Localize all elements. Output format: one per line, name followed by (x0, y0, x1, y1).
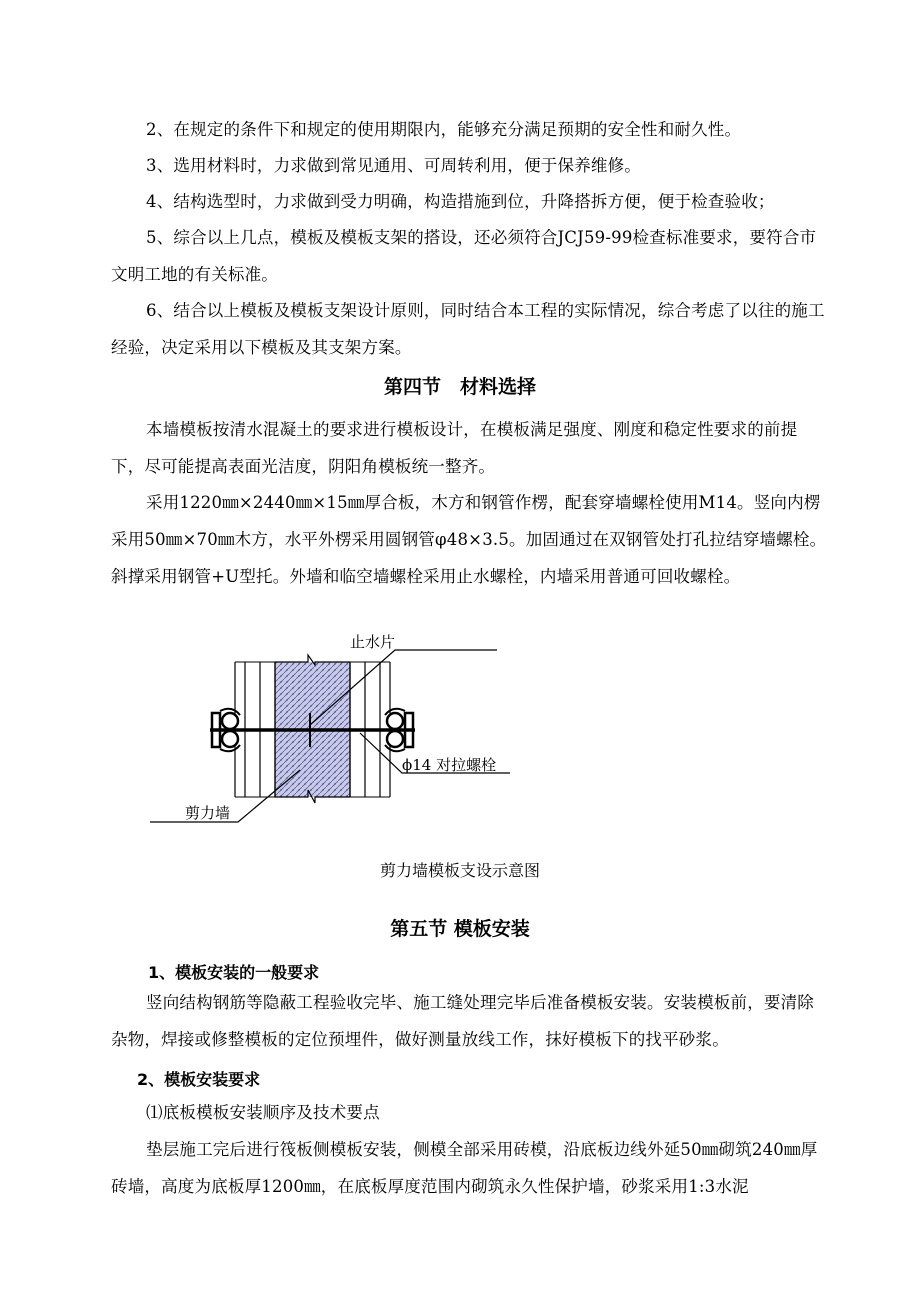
shear-wall-formwork-diagram (140, 625, 520, 830)
subheading-1-paragraph: 竖向结构钢筋等隐蔽工程验收完毕、施工缝处理完毕后准备模板安装。安装模板前，要清除杂物，焊接或修整模板的定位预埋件，做好测量放线工作，抹好模板下的找平砂浆。 (111, 993, 814, 1049)
paragraph-item-6: 6、结合以上模板及模板支架设计原则，同时结合本工程的实际情况，综合考虑了以往的施工经验，决定采用以下模板及其支架方案。 (111, 301, 825, 357)
paragraph-item-4: 4、结构选型时，力求做到受力明确，构造措施到位，升降搭拆方便，便于检查验收； (146, 192, 775, 211)
section-4-title: 第四节 材料选择 (383, 376, 536, 398)
section-4-paragraph-2: 采用1220㎜×2440㎜×15㎜厚合板，木方和钢管作楞，配套穿墙螺栓使用M14。竖向内楞采用50㎜×70㎜木方，水平外楞采用圆钢管φ48×3.5。加固通过在双钢管处打孔拉结穿墙螺栓。斜撑采用钢管+U型托。外墙和临空墙螺栓采用止水螺栓，内墙采用普通可回收螺栓。 (111, 493, 827, 586)
label-waterstop: 止水片 (350, 633, 396, 651)
paragraph-item-5: 5、综合以上几点，模板及模板支架的搭设，还必须符合JCJ59-99检查标准要求，要符合市文明工地的有关标准。 (111, 228, 817, 284)
subheading-2: 2、模板安装要求 (137, 1070, 261, 1089)
diagram-caption: 剪力墙模板支设示意图 (379, 861, 540, 880)
label-bolt: ϕ14 对拉螺栓 (402, 756, 497, 774)
section-4-paragraph-1: 本墙模板按清水混凝土的要求进行模板设计，在模板满足强度、刚度和稳定性要求的前提下，尽可能提高表面光洁度，阴阳角模板统一整齐。 (111, 420, 798, 476)
item-1-heading: ⑴底板模板安装顺序及技术要点 (146, 1103, 380, 1122)
label-shearwall: 剪力墙 (185, 804, 231, 822)
subheading-1: 1、模板安装的一般要求 (148, 963, 320, 982)
item-1-paragraph: 垫层施工完后进行筏板侧模板安装，侧模全部采用砖模，沿底板边线外延50㎜砌筑240㎜厚砖墙，高度为底板厚1200㎜，在底板厚度范围内砌筑永久性保护墙，砂浆采用1:3水泥 (111, 1140, 818, 1196)
paragraph-item-3: 3、选用材料时，力求做到常见通用、可周转利用，便于保养维修。 (146, 156, 641, 175)
paragraph-item-2: 2、在规定的条件下和规定的使用期限内，能够充分满足预期的安全性和耐久性。 (146, 120, 742, 139)
section-5-title: 第五节 模板安装 (390, 918, 530, 940)
